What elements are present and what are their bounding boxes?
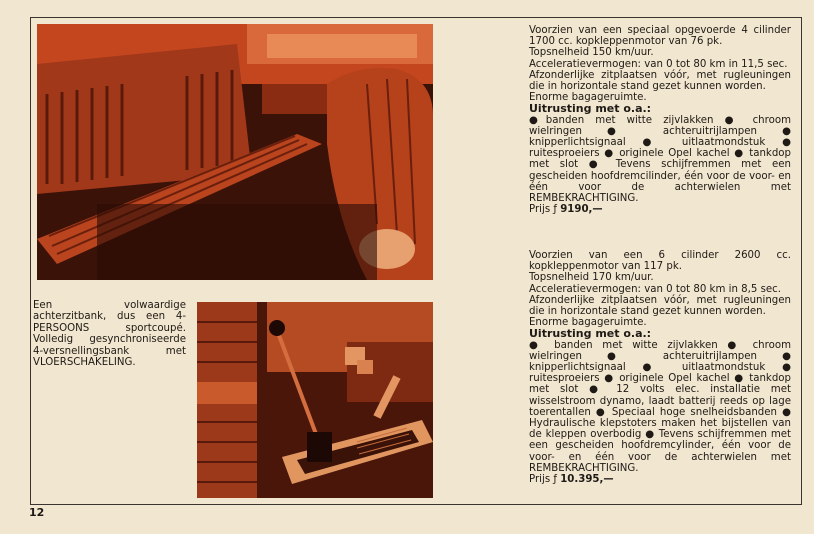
price (529, 204, 791, 215)
price-value: 10.395,— (560, 474, 614, 486)
page-number: 12 (29, 506, 45, 519)
specs-6-cylinder (529, 250, 791, 485)
floor-shift-photo (197, 302, 433, 498)
spec-line: Enorme bagageruimte. (529, 92, 647, 104)
photo-caption: Een volwaardige achterzitbank, dus een 4-PERSOONS sportcoupé. Volledig gesynchroniseerde 4-versnellingsbank met VLOERSCHAKELING. (33, 300, 186, 369)
price-label: Prijs ƒ (529, 474, 561, 486)
specs-4-cylinder (529, 25, 791, 215)
spec-line: Topsnelheid 170 km/uur. (529, 272, 654, 284)
price-value: 9190,— (560, 204, 603, 216)
price (529, 474, 791, 485)
spec-line: Voorzien van een speciaal opgevoerde 4 cilinder 1700 cc. kopkleppenmotor van 76 pk. (529, 25, 791, 48)
spec-line: Enorme bagageruimte. (529, 317, 647, 329)
price-label: Prijs ƒ (529, 204, 561, 216)
equipment-heading: Uitrusting met o.a.: (529, 102, 652, 116)
spec-line: Afzonderlijke zitplaatsen vóór, met rugleuningen die in horizontale stand gezet kunnen worden. (529, 69, 791, 93)
spec-line: Voorzien van een 6 cilinder 2600 cc. kopkleppenmotor van 117 pk. (529, 250, 791, 273)
spec-line: Acceleratievermogen: van 0 tot 80 km in 8,5 sec. (529, 283, 781, 295)
equipment-list: ● banden met witte zijvlakken ● chroom wielringen ● achteruitrijlampen ● knipperlichtsignaal ● uitlaatmondstuk ● ruitesproeiers ● originele Opel kachel ● tankdop met slot ● 12 volts elec. installatie met wisselstroom dynamo, laadt batterij reeds op lage toerentallen ● Speciaal hoge snelheidsbanden ● Hydraulische klepstoters maken het bijstellen van de kleppen overbodig ● Tevens schijfremmen met een gescheiden hoofdremcylinder, één voor de voor- en één voor de achterwielen met REMBEKRACHTIGING. (529, 339, 791, 474)
spec-line: Afzonderlijke zitplaatsen vóór, met rugleuningen die in horizontale stand gezet kunnen worden. (529, 294, 791, 318)
rear-seat-photo (37, 24, 433, 280)
spec-line: Acceleratievermogen: van 0 tot 80 km in 11,5 sec. (529, 58, 788, 70)
equipment-heading: Uitrusting met o.a.: (529, 327, 652, 341)
spec-line: Topsnelheid 150 km/uur. (529, 47, 654, 59)
equipment-list: ●banden met witte zijvlakken ● chroom wielringen ● achteruitrijlampen ● knipperlichtsignaal ● uitlaatmondstuk ● ruitesproeiers ● originele Opel kachel ● tankdop met slot ● Tevens schijfremmen met een gescheiden hoofdremcilinder, één voor de voor- en één voor de achterwielen met REMBEKRACHTIGING. (529, 114, 791, 205)
